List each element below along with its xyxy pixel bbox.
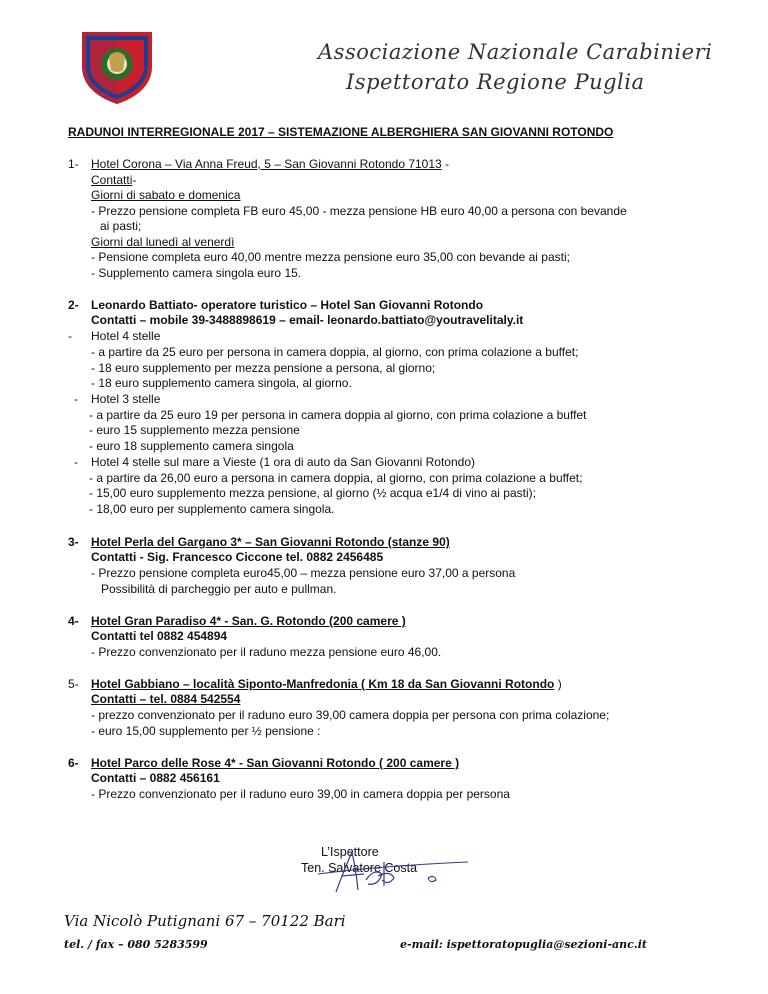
section-5-bullet-1: - prezzo convenzionato per il raduno euro 39,00 camera doppia per persona con prima colazione; [91,708,610,722]
org-subtitle: Ispettorato Regione Puglia [346,70,645,94]
section-1-weekend-heading: Giorni di sabato e domenica [91,188,241,202]
signatory-name: Ten. Salvatore Costa [301,861,418,875]
section-6-hotel: Hotel Parco delle Rose 4* - San Giovanni Rotondo ( 200 camere ) [91,756,460,770]
section-2-h4-bullet-3: - 18 euro supplemento camera singola, al giorno. [91,376,352,390]
section-5-hotel-suffix: ) [554,677,562,691]
section-2-vieste-bullet-2: - 15,00 euro supplemento mezza pensione, al giorno (½ acqua e1/4 di vino ai pasti); [89,486,536,500]
section-1-weekend-bullet-cont: ai pasti; [100,219,142,233]
section-2-dash-2: - [74,392,78,406]
section-3-bullet-1: - Prezzo pensione completa euro45,00 – mezza pensione euro 37,00 a persona [91,566,516,580]
section-2-hotel-3-stars: Hotel 3 stelle [91,392,161,406]
section-5-hotel [91,677,562,692]
section-2-contacts: Contatti – mobile 39-3488898619 – email- leonardo.battiato@youtravelitaly.it [91,313,524,327]
section-1-hotel-name: Hotel Corona – Via Anna Freud, 5 – San Giovanni Rotondo 71013 [91,157,442,171]
section-2-hotel-4-stars: Hotel 4 stelle [91,329,161,343]
section-5-contacts: Contatti – tel. 0884 542554 [91,692,241,706]
signatory-role: L’Ispettore [321,845,379,859]
section-4-bullet-1: - Prezzo convenzionato per il raduno mezza pensione euro 46,00. [91,645,442,659]
section-2-h3-bullet-2: - euro 15 supplemento mezza pensione [89,423,300,437]
section-1-weekdays-bullet-1: - Pensione completa euro 40,00 mentre mezza pensione euro 35,00 con bevande ai pasti; [91,250,570,264]
section-4-hotel: Hotel Gran Paradiso 4* - San. G. Rotondo (200 camere ) [91,614,406,628]
section-2-dash-3: - [74,455,78,469]
section-3-number: 3- [68,535,79,549]
section-1-contacts [91,173,136,188]
section-3-hotel: Hotel Perla del Gargano 3* – San Giovanni Rotondo (stanze 90) [91,535,450,549]
section-1-hotel [91,157,449,172]
section-2-h3-bullet-1: - a partire da 25 euro 19 per persona in camera doppia al giorno, con prima colazione a buffet [89,408,587,422]
section-4-number: 4- [68,614,79,628]
section-2-dash-1: - [68,329,72,343]
section-3-bullet-1-cont: Possibilità di parcheggio per auto e pullman. [101,582,337,596]
section-2-hotel: Leonardo Battiato- operatore turistico – Hotel San Giovanni Rotondo [91,298,484,312]
section-2-h4-bullet-1: - a partire da 25 euro per persona in camera doppia, al giorno, con prima colazione a buffet; [91,345,579,359]
footer-address: Via Nicolò Putignani 67 – 70122 Bari [64,912,346,930]
section-2-vieste-bullet-3: - 18,00 euro per supplemento camera singola. [89,502,335,516]
anc-logo [76,26,158,106]
section-1-number: 1- [68,157,79,171]
org-name: Associazione Nazionale Carabinieri [318,40,713,64]
section-2-h4-bullet-2: - 18 euro supplemento per mezza pensione a persona, al giorno; [91,361,436,375]
handwritten-signature [318,840,478,900]
section-2-vieste-bullet-1: - a partire da 26,00 euro a persona in camera doppia, al giorno, con prima colazione a buffet; [89,471,583,485]
section-6-bullet-1: - Prezzo convenzionato per il raduno euro 39,00 in camera doppia per persona [91,787,510,801]
section-6-contacts: Contatti – 0882 456161 [91,771,220,785]
section-2-vieste: Hotel 4 stelle sul mare a Vieste (1 ora di auto da San Giovanni Rotondo) [91,455,475,469]
section-1-contacts-label: Contatti [91,173,133,187]
footer-phone: tel. / fax – 080 5283599 [64,938,208,951]
section-1-weekdays-bullet-2: - Supplemento camera singola euro 15. [91,266,302,280]
section-2-number: 2- [68,298,79,312]
section-1-weekend-bullet: - Prezzo pensione completa FB euro 45,00 - mezza pensione HB euro 40,00 a persona con bevande [91,204,627,218]
section-4-contacts: Contatti tel 0882 454894 [91,629,228,643]
section-1-hotel-suffix: - [445,157,450,171]
section-5-hotel-name: Hotel Gabbiano – località Siponto-Manfredonia ( Km 18 da San Giovanni Rotondo [91,677,555,691]
section-2-h3-bullet-3: - euro 18 supplemento camera singola [89,439,294,453]
section-1-weekdays-heading: Giorni dal lunedì al venerdì [91,235,235,249]
section-6-number: 6- [68,756,79,770]
footer-email: e-mail: ispettoratopuglia@sezioni-anc.it [400,938,647,951]
section-1-contacts-suffix: - [132,173,137,187]
document-title: RADUNOI INTERREGIONALE 2017 – SISTEMAZIONE ALBERGHIERA SAN GIOVANNI ROTONDO [68,125,614,139]
section-5-number: 5- [68,677,79,691]
section-5-bullet-2: - euro 15,00 supplemento per ½ pensione : [91,724,321,738]
section-3-contacts: Contatti - Sig. Francesco Ciccone tel. 0882 2456485 [91,550,384,564]
